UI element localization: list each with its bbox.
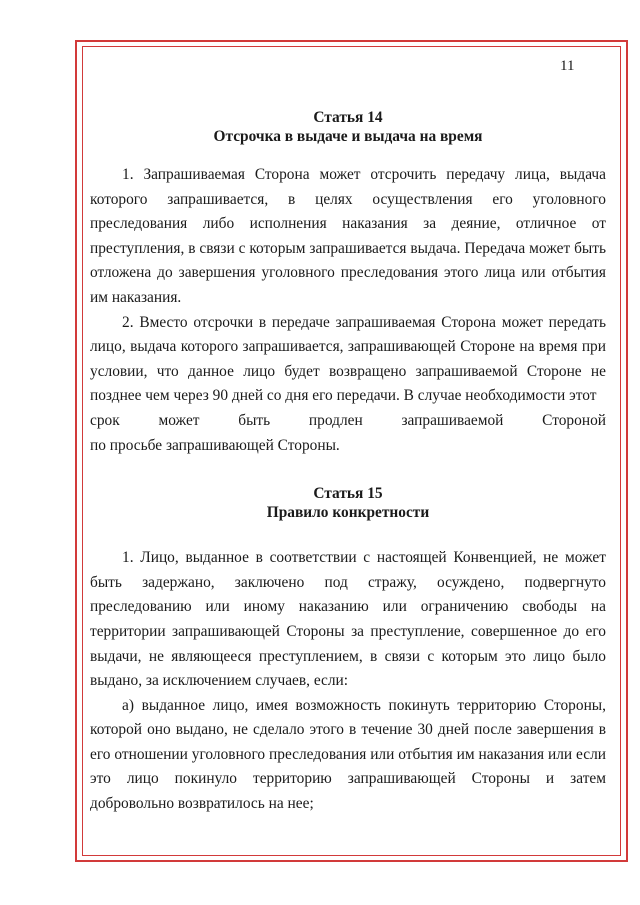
article-15-subtitle: Правило конкретности <box>266 504 430 522</box>
article-14-paragraph-1: 1. Запрашиваемая Сторона может отсрочить передачу лица, выдача которого запрашивается, в целях осуществления его уголовного преследования либо исполнения наказания за деяние, отличное от преступления, в связи с которым запрашивается выдача. Передача может быть отложена до завершения уголовного преследования этого лица или отбытия им наказания. <box>90 166 606 306</box>
article-15-title: Статья 15 <box>313 485 383 503</box>
article-14-paragraph-2-spread-line: срок может быть продлен запрашиваемой Стороной <box>90 411 606 429</box>
article-14-subtitle: Отсрочка в выдаче и выдача на время <box>213 128 483 145</box>
article-14-title: Статья 14 <box>313 109 383 126</box>
page-number: 11 <box>560 58 575 74</box>
article-15-paragraph-1: 1. Лицо, выданное в соответствии с настоящей Конвенцией, не может быть задержано, заключено под стражу, осуждено, подвергнуто преследованию или иному наказанию или ограничению свободы на территории запрашивающей Стороны за преступление, совершенное до его выдачи, не являющееся преступлением, в связи с которым это лицо было выдано, за исключением случаев, если: <box>90 549 606 690</box>
article-14-paragraph-2-tail: по просьбе запрашивающей Стороны. <box>90 436 340 454</box>
article-15-text <box>90 546 606 817</box>
article-15-item-a: а) выданное лицо, имея возможность покинуть территорию Стороны, которой оно выдано, не сделало этого в течение 30 дней после завершения в его отношении уголовного преследования или отбытия им наказания или если это лицо покинуло территорию запрашивающей Стороны и затем добровольно возвратилось на нее; <box>90 696 606 813</box>
article-14-paragraph-2-main: 2. Вместо отсрочки в передаче запрашиваемая Сторона может передать лицо, выдача которого запрашивается, запрашивающей Стороне на время при условии, что данное лицо будет возвращено запрашиваемой Стороне не позднее чем через 90 дней со дня его передачи. В случае необходимости этот <box>90 313 606 405</box>
article-15-heading <box>90 484 606 522</box>
article-14-paragraph-2 <box>90 311 606 459</box>
article-14-text <box>90 163 606 458</box>
article-14-heading <box>90 108 606 146</box>
document-body <box>90 108 606 817</box>
